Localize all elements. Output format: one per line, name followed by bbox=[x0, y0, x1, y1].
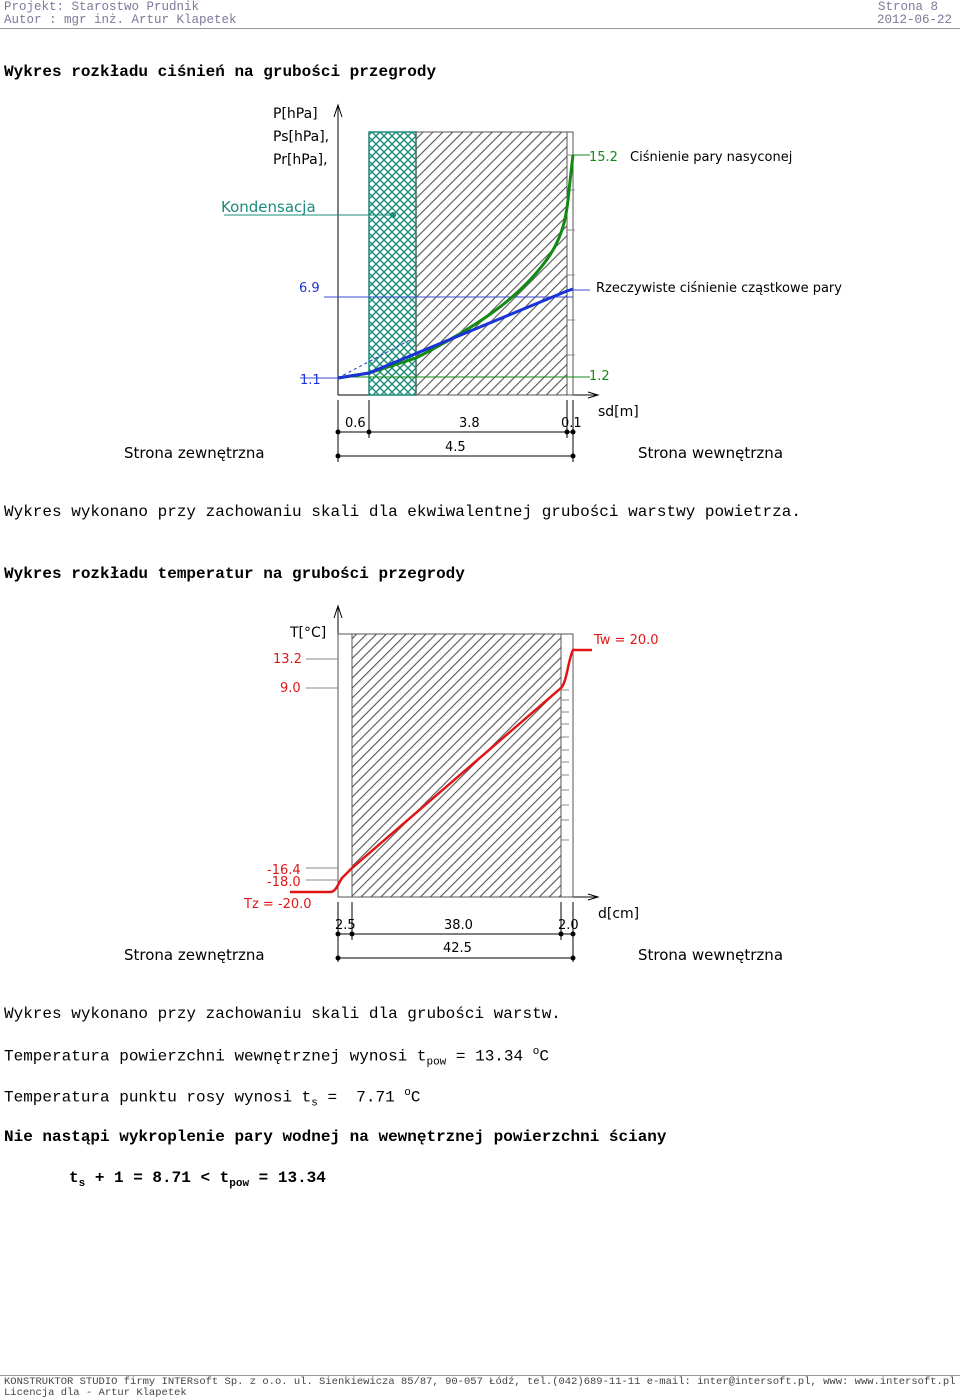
t-side-outside: Strona zewnętrzna bbox=[124, 946, 265, 964]
pressure-note: Wykres wykonano przy zachowaniu skali dla ekwiwalentnej grubości warstwy powietrza. bbox=[4, 503, 801, 521]
y-label-p: P[hPa] bbox=[273, 106, 318, 122]
actual-in-value: 6.9 bbox=[299, 281, 320, 296]
formula: $t_s + 1 = 8.71 < t_{pow} = 13.34$ bbox=[69, 1169, 326, 1191]
t-val-3: -16.4 bbox=[267, 863, 301, 878]
temperature-note: Wykres wykonano przy zachowaniu skali dla grubości warstw. bbox=[4, 1005, 561, 1023]
sat-in-value: 15.2 bbox=[589, 150, 618, 165]
temperature-chart bbox=[0, 600, 960, 970]
footer-license: Licencja dla - Artur Klapetek bbox=[4, 1387, 187, 1399]
t-dim-2: 38.0 bbox=[444, 918, 473, 933]
pressure-chart bbox=[0, 95, 960, 470]
t-dim-1: 2.5 bbox=[335, 918, 356, 933]
dim-2: 3.8 bbox=[459, 416, 480, 431]
t-layer-hatch bbox=[352, 634, 561, 897]
t-dim-3: 2.0 bbox=[558, 918, 579, 933]
header-divider bbox=[0, 28, 960, 29]
y-label-pr: Pr[hPa], bbox=[273, 152, 328, 168]
t-y-label: T[°C] bbox=[290, 625, 327, 641]
t-val-1: 13.2 bbox=[273, 652, 302, 667]
conclusion: Nie nastąpi wykroplenie pary wodnej na wewnętrznej powierzchni ściany bbox=[4, 1128, 667, 1146]
condensation-point bbox=[390, 212, 396, 218]
t-val-2: 9.0 bbox=[280, 681, 301, 696]
t-x-label: d[cm] bbox=[598, 906, 640, 922]
pressure-chart-title: Wykres rozkładu ciśnień na grubości przegrody bbox=[4, 63, 437, 81]
side-outside: Strona zewnętrzna bbox=[124, 444, 265, 462]
author-label: Autor : mgr inż. Artur Klapetek bbox=[4, 13, 237, 27]
tz-label: Tz = -20.0 bbox=[244, 897, 312, 912]
out-value: 1.1 bbox=[300, 373, 321, 388]
dim-1: 0.6 bbox=[345, 416, 366, 431]
side-inside: Strona wewnętrzna bbox=[638, 444, 784, 462]
sat-out-value: 1.2 bbox=[589, 369, 610, 384]
document-date: 2012-06-22 bbox=[876, 13, 952, 27]
t-dim-total: 42.5 bbox=[443, 941, 472, 956]
y-label-ps: Ps[hPa], bbox=[273, 129, 330, 145]
project-label: Projekt: Starostwo Prudnik bbox=[4, 0, 200, 14]
page-number: Strona 8 bbox=[877, 0, 938, 14]
sat-pressure-label: Ciśnienie pary nasyconej bbox=[630, 150, 793, 165]
x-label-sd: sd[m] bbox=[598, 404, 639, 420]
dim-3: 0.1 bbox=[561, 416, 582, 431]
actual-pressure-label: Rzeczywiste ciśnienie cząstkowe pary bbox=[596, 281, 842, 296]
condensation-label: Kondensacja bbox=[221, 198, 316, 216]
t-side-inside: Strona wewnętrzna bbox=[638, 946, 784, 964]
footer-company: KONSTRUKTOR STUDIO firmy INTERsoft Sp. z o.o. ul. Sienkiewicza 85/87, 90-057 Łódź, tel.(042)689-11-11 e-mail: inter@intersoft.pl, www: www.intersoft.pl bbox=[4, 1376, 956, 1388]
temperature-chart-title: Wykres rozkładu temperatur na grubości przegrody bbox=[4, 565, 465, 583]
surface-temperature-line: Temperatura powierzchni wewnętrznej wynosi $t_{pow} = 13.34$ $^o$C bbox=[4, 1046, 549, 1069]
t-val-4: -18.0 bbox=[267, 875, 301, 890]
dew-point-line: Temperatura punktu rosy wynosi $t_s = 7.71$ $^o$C bbox=[4, 1087, 421, 1110]
dim-total: 4.5 bbox=[445, 440, 466, 455]
tw-label: Tw = 20.0 bbox=[594, 633, 659, 648]
